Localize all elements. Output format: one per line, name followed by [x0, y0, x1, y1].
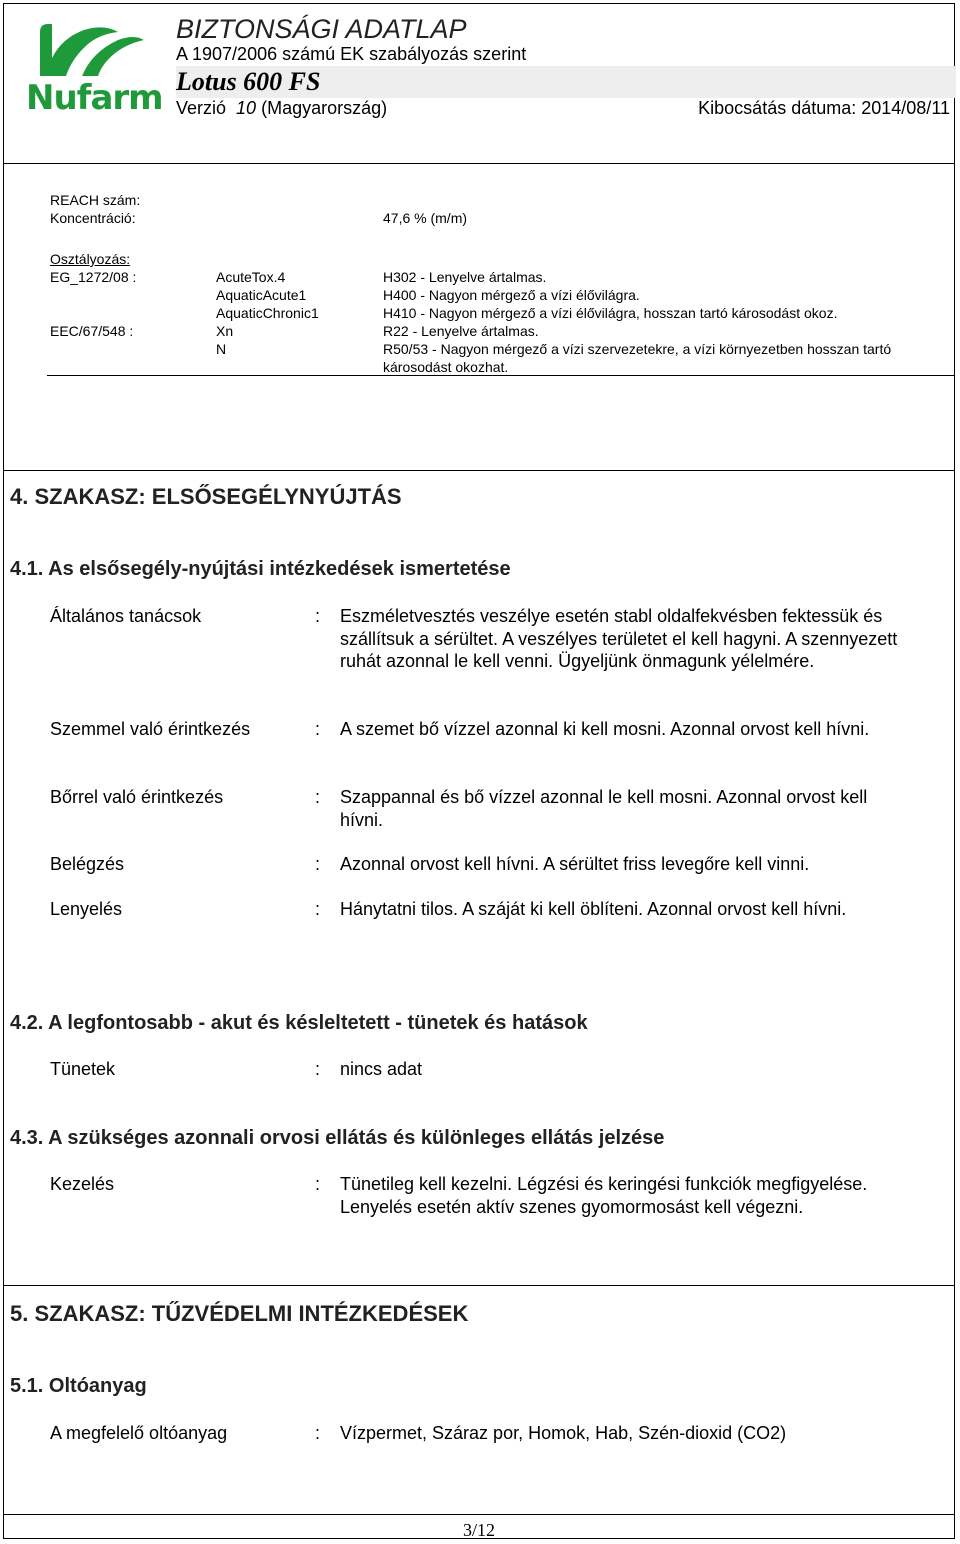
- product-name-bar: [176, 66, 956, 98]
- row-value: Szappannal és bő vízzel azonnal le kell mosni. Azonnal orvost kell hívni.: [340, 787, 868, 830]
- row-label: Tünetek: [50, 1059, 116, 1079]
- page-number: 3/12: [463, 1520, 496, 1540]
- class-reg: EEC/67/548 :: [50, 323, 134, 339]
- row-value: Eszméletvesztés veszélye esetén stabl oldalfekvésben fektessük és szállítsuk a sérültet. A veszélyes területet el kell hagyni. A szennyezett ruhát azonnal le kell venni. Ügyeljünk önmagunk yélelmére.: [340, 606, 898, 671]
- class-text: H302 - Lenyelve ártalmas.: [383, 269, 547, 285]
- row-label: Kezelés: [50, 1174, 115, 1194]
- product-name: Lotus 600 FS: [176, 67, 321, 96]
- row-value: A szemet bő vízzel azonnal ki kell mosni. Azonnal orvost kell hívni.: [340, 719, 870, 739]
- row-colon: :: [315, 787, 321, 807]
- subsection-4-1-title: 4.1. As elsősegély-nyújtási intézkedések ismertetése: [10, 558, 511, 580]
- concentration-value: 47,6 % (m/m): [383, 210, 468, 226]
- row-colon: :: [315, 719, 321, 739]
- row-label: Bőrrel való érintkezés: [50, 787, 224, 807]
- row-label: Lenyelés: [50, 899, 123, 919]
- substance-divider: [47, 375, 955, 376]
- row-colon: :: [315, 1423, 321, 1443]
- row-value: Tünetileg kell kezelni. Légzési és keringési funkciók megfigyelése. Lenyelés esetén aktív szenes gyomormosást kell végezni.: [340, 1174, 868, 1217]
- row-colon: :: [315, 1059, 321, 1079]
- class-code: AquaticAcute1: [216, 287, 307, 303]
- class-text: H400 - Nagyon mérgező a vízi élővilágra.: [383, 287, 640, 303]
- section-5-title: 5. SZAKASZ: TŰZVÉDELMI INTÉZKEDÉSEK: [10, 1301, 469, 1326]
- row-colon: :: [315, 1174, 321, 1194]
- version-info: [176, 98, 387, 119]
- version-country: (Magyarország): [261, 98, 388, 118]
- issue-date: Kibocsátás dátuma: 2014/08/11: [698, 98, 950, 118]
- subsection-4-2-title: 4.2. A legfontosabb - akut és késleltetett - tünetek és hatások: [10, 1012, 588, 1034]
- class-text: R22 - Lenyelve ártalmas.: [383, 323, 539, 339]
- footer-divider: [3, 1514, 955, 1515]
- row-colon: :: [315, 606, 321, 626]
- row-colon: :: [315, 899, 321, 919]
- class-code: AcuteTox.4: [216, 269, 286, 285]
- class-code: AquaticChronic1: [216, 305, 319, 321]
- row-value: Vízpermet, Száraz por, Homok, Hab, Szén-dioxid (CO2): [340, 1423, 787, 1443]
- row-colon: :: [315, 854, 321, 874]
- document-title: BIZTONSÁGI ADATLAP: [176, 14, 467, 44]
- section-divider: [3, 1285, 955, 1286]
- subsection-4-3-title: 4.3. A szükséges azonnali orvosi ellátás és különleges ellátás jelzése: [10, 1127, 665, 1149]
- classification-label: Osztályozás:: [50, 251, 131, 267]
- header-divider: [3, 163, 955, 164]
- section-divider: [3, 470, 955, 471]
- class-code: N: [216, 341, 227, 357]
- row-label: Általános tanácsok: [50, 606, 202, 626]
- reach-label: REACH szám:: [50, 192, 141, 208]
- version-number: 10: [236, 98, 257, 118]
- row-label: Belégzés: [50, 854, 125, 874]
- regulation-text: A 1907/2006 számú EK szabályozás szerint: [176, 44, 527, 64]
- brand-name: Nufarm: [26, 78, 163, 118]
- concentration-label: Koncentráció:: [50, 210, 136, 226]
- class-reg: EG_1272/08 :: [50, 269, 137, 285]
- section-4-title: 4. SZAKASZ: ELSŐSEGÉLYNYÚJTÁS: [10, 484, 402, 509]
- class-text: H410 - Nagyon mérgező a vízi élővilágra, hosszan tartó károsodást okoz.: [383, 305, 838, 321]
- row-value: nincs adat: [340, 1059, 423, 1079]
- class-text: R50/53 - Nagyon mérgező a vízi szervezetekre, a vízi környezetben hosszan tartó károsodást okozhat.: [383, 341, 892, 375]
- version-label: Verzió: [176, 98, 227, 118]
- row-label: A megfelelő oltóanyag: [50, 1423, 228, 1443]
- class-code: Xn: [216, 323, 234, 339]
- row-value: Hánytatni tilos. A száját ki kell öblíteni. Azonnal orvost kell hívni.: [340, 899, 847, 919]
- row-value: Azonnal orvost kell hívni. A sérültet friss levegőre kell vinni.: [340, 854, 810, 874]
- row-label: Szemmel való érintkezés: [50, 719, 251, 739]
- subsection-5-1-title: 5.1. Oltóanyag: [10, 1375, 147, 1397]
